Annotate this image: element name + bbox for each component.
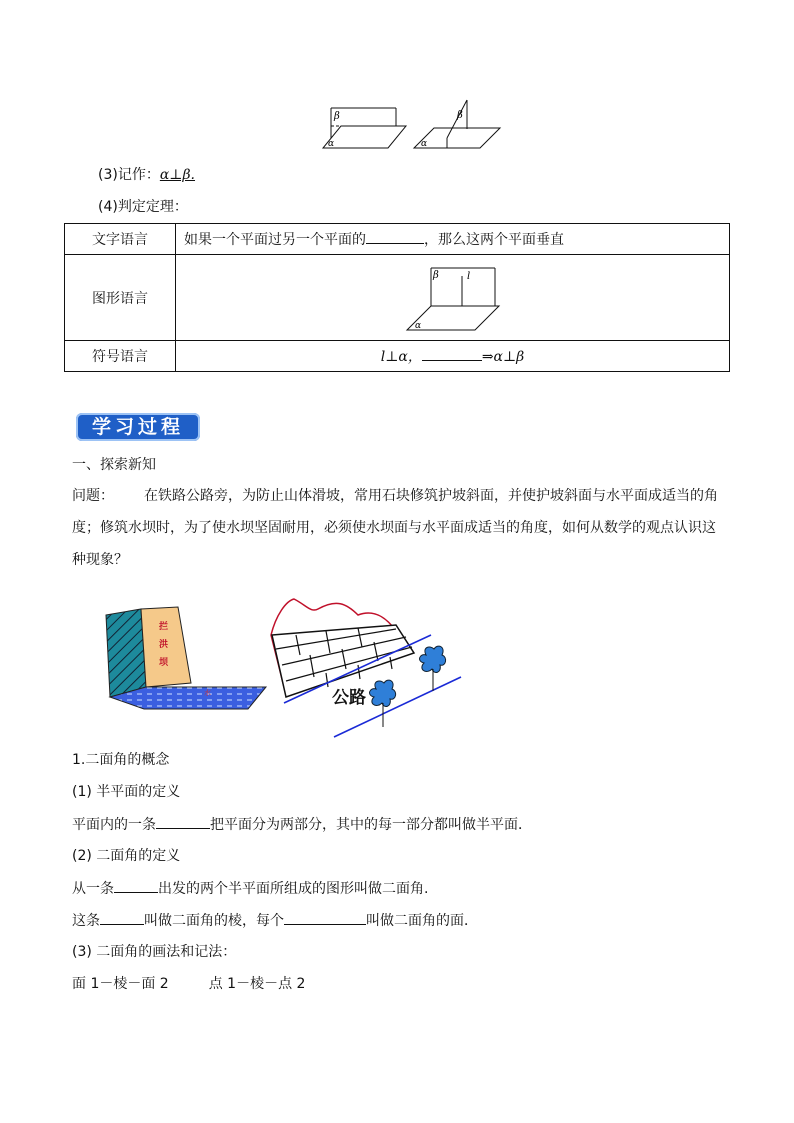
water-surface bbox=[110, 687, 266, 709]
row-figure-language-content bbox=[176, 255, 730, 341]
table-row bbox=[65, 224, 730, 255]
table-row bbox=[65, 341, 730, 372]
answer-blank bbox=[366, 229, 424, 244]
row-header-figure-language: 图形语言 bbox=[65, 255, 176, 341]
answer-blank bbox=[422, 346, 482, 361]
answer-blank bbox=[114, 878, 158, 893]
theorem-figure-l: l bbox=[466, 270, 470, 282]
edge-definition: 这条 叫做二面角的棱，每个 叫做二面角的面． bbox=[72, 910, 478, 931]
row-header-text-language: 文字语言 bbox=[65, 224, 176, 255]
drawing-title: (3) 二面角的画法和记法： bbox=[72, 944, 237, 960]
answer-blank bbox=[156, 814, 210, 829]
dam-label-char: 拦 bbox=[159, 622, 169, 632]
dihedral-title: (2) 二面角的定义 bbox=[72, 848, 181, 864]
dam bbox=[106, 607, 266, 709]
section-badge: 学习过程 bbox=[76, 413, 200, 441]
explore-title: 一、探索新知 bbox=[72, 457, 156, 473]
notation-value: α⊥β. bbox=[159, 167, 196, 183]
row-text-language-content: 如果一个平面过另一个平面的 ，那么这两个平面垂直 bbox=[176, 224, 730, 255]
water-label: 水 bbox=[204, 689, 211, 697]
theorem-figure-beta: β bbox=[432, 269, 439, 281]
half-plane-definition: 平面内的一条 把平面分为两部分，其中的每一部分都叫做半平面． bbox=[72, 814, 532, 835]
row-symbol-language-content: l⊥α， ⇒α⊥β bbox=[176, 341, 730, 372]
tree-icon bbox=[370, 680, 396, 727]
notation-point-edge-point: 点 1－棱－点 2 bbox=[208, 976, 306, 992]
theorem-table bbox=[64, 223, 730, 372]
dam-label-char: 洪 bbox=[159, 640, 169, 650]
tree-icon bbox=[420, 646, 446, 691]
answer-blank bbox=[100, 910, 144, 925]
concept-title: 1.二面角的概念 bbox=[72, 752, 170, 768]
table-row bbox=[65, 255, 730, 341]
half-plane-title: (1) 半平面的定义 bbox=[72, 784, 181, 800]
answer-blank bbox=[284, 910, 366, 925]
figure-right-beta: β bbox=[457, 110, 463, 121]
theorem-title: (4)判定定理： bbox=[98, 199, 188, 215]
notation-examples bbox=[72, 974, 305, 994]
problem-paragraph: 问题： 在铁路公路旁，为防止山体滑坡，常用石块修筑护坡斜面，并使护坡斜面与水平面成适当的角 度；修筑水坝时，为了使水坝坚固耐用，必须使水坝面与水平面成适当的角度，如何从数学的观点认识这 种现象？ bbox=[72, 488, 718, 568]
figure-right-alpha: α bbox=[421, 139, 428, 149]
notation-label: (3)记作： bbox=[98, 167, 160, 183]
perpendicular-planes-figure bbox=[320, 98, 510, 154]
figure-left-alpha: α bbox=[328, 139, 335, 149]
row-header-symbol-language: 符号语言 bbox=[65, 341, 176, 372]
road-label: 公路 bbox=[332, 688, 366, 708]
problem-label: 问题： bbox=[72, 488, 114, 504]
notation-face-edge-face: 面 1－棱－面 2 bbox=[72, 976, 169, 992]
dihedral-definition: 从一条 出发的两个半平面所组成的图形叫做二面角. bbox=[72, 878, 428, 899]
dam-and-slope-illustration bbox=[96, 595, 466, 740]
theorem-figure-alpha: α bbox=[414, 320, 421, 331]
perpendicular-theorem-figure bbox=[405, 262, 501, 334]
dam-label-char: 坝 bbox=[159, 658, 169, 668]
notation-line bbox=[98, 165, 195, 185]
figure-left-beta: β bbox=[334, 111, 340, 122]
